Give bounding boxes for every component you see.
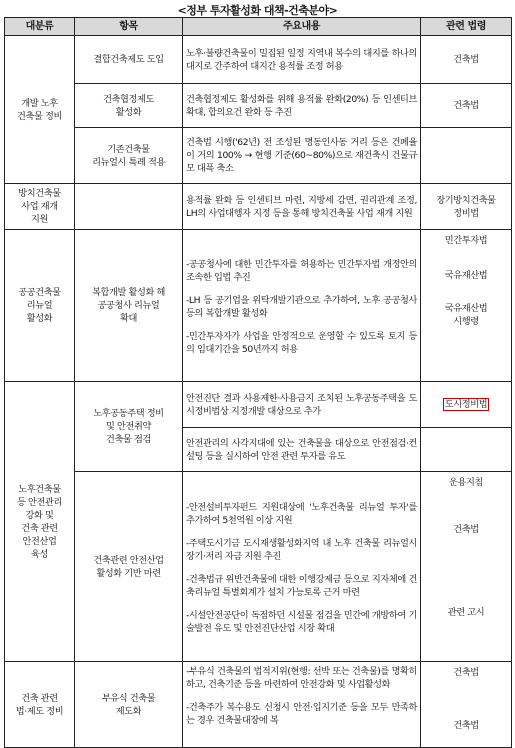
table-row [5,230,512,382]
header-item: 항목 [75,18,183,36]
category-cell: 공공건축물 리뉴얼 활성화 [5,230,75,382]
law-item: 국유재산법 [444,270,488,281]
law-cell [421,230,512,382]
law-item: 운용지침 [449,477,483,488]
table-row [5,128,512,184]
item-cell: 기존건축물 리뉴얼시 특례 적용 [75,128,183,184]
content-cell: 용적률 완화 등 인센티브 마련, 지방세 감면, 권리관계 조정, LH의 사업대행자 지정 등을 통해 방치건축물 사업 재개 지원 [183,184,421,230]
content-cell: 안전진단 결과 사용제한·사용금지 조치된 노후공동주택을 도시정비법상 지정개발 대상으로 추가 [183,382,421,428]
content-cell: 건축협정제도 활성화를 위해 용적률 완화(20%) 등 인센티브 확대, 합의요건 완화 등 추진 [183,84,421,128]
content-cell: 건축법 시행('62년) 전 조성된 명동인사동 거리 등은 건폐율이 거의 100% → 현행 기준(60~80%)으로 재건축시 건물규모 대폭 축소 [183,128,421,184]
law-item: 관련 고시 [447,607,485,618]
content-text: 노후·불량건축물이 밀집된 일정 지역내 복수의 대지를 하나의 대지로 간주하여 대지간 용적률 조정 허용 [186,47,417,72]
page-title: <정부 투자활성화 대책-건축분야> [177,4,338,17]
bullet-item: -건축주가 복수용도 신청시 안전·입지기준 등을 모두 만족하는 경우 건축물대장에 복 [186,702,417,726]
table-row [5,472,512,662]
item-cell: 건축협정제도 활성화 [75,84,183,128]
content-cell: 안전관리의 사각지대에 있는 건축물을 대상으로 안전점검·컨설팅 등을 실시하여 안전 관련 투자를 유도 [183,428,421,472]
bullet-item: -부유식 건축물의 법적지위(현행: 선박 또는 건축물)를 명확히하고, 건축기준 등을 마련하여 안전강화 및 사업활성화 [186,666,417,690]
header-category: 대분류 [5,18,75,36]
item-cell: 부유식 건축물 제도화 [75,662,183,748]
bullet-item: -건축법규 위반건축물에 대한 이행강제금 등으로 지자체에 건축리뉴얼 특별회계가 설치 가능토록 근거 마련 [186,573,417,598]
bullet-item: -시설안전공단이 독점하던 시설물 점검을 민간에 개방하여 기술발전 유도 및 안전진단산업 시장 확대 [186,609,417,634]
category-cell: 노후건축물 등 안전관리 강화 및 건축 관련 안전산업 육성 [5,382,75,662]
law-cell: 건축법 [421,84,512,128]
item-cell: 결합건축제도 도입 [75,36,183,84]
bullet-item: -주택도시기금 도시재생활성화지역 내 노후 건축물 리뉴얼시 장기·저리 자금 지원 추진 [186,537,417,562]
item-cell: 노후공동주택 정비 및 안전취약 건축물 점검 [75,382,183,472]
law-text: 도시정비법 [444,399,488,410]
law-item: 건축법 [453,667,479,678]
item-cell [75,184,183,230]
law-cell [421,428,512,472]
header-row [5,18,512,36]
law-cell: 건축법 [421,36,512,84]
table-row [5,184,512,230]
law-cell: 장기방치건축물 정비법 [421,184,512,230]
category-cell: 건축 관련 법·제도 정비 [5,662,75,748]
category-cell: 개발 노후 건축물 정비 [5,36,75,184]
bullet-item: -안전설비투자펀드 지원대상에 '노후건축물 리뉴얼 투자'를 추가하여 5천억원 이상 지원 [186,501,417,526]
item-cell: 건축관련 안전산업 활성화 기반 마련 [75,472,183,662]
category-cell: 방치건축물 사업 재개 지원 [5,184,75,230]
content-cell [183,36,421,84]
table-row [5,382,512,428]
header-content: 주요내용 [183,18,421,36]
policy-table [4,17,512,748]
law-cell [421,382,512,428]
law-cell [421,662,512,748]
item-cell: 복합개발 활성화 해 공공청사 리뉴얼 확대 [75,230,183,382]
law-item: 민간투자법 [444,235,488,246]
bullet-item: -LH 등 공기업을 위탁개발기관으로 추가하여, 노후 공공청사 등의 복합개발 활성화 [186,294,417,319]
table-row [5,36,512,84]
table-row [5,84,512,128]
law-item: 건축법 [453,720,479,731]
law-cell [421,128,512,184]
bullet-item: -공공청사에 대한 민간투자를 허용하는 민간투자법 개정안의 조속한 입법 추진 [186,258,417,283]
law-cell [421,472,512,662]
header-law: 관련 법령 [421,18,512,36]
law-item: 건축법 [453,524,479,535]
content-cell [183,472,421,662]
content-cell [183,230,421,382]
content-cell [183,662,421,748]
table-row [5,662,512,748]
law-item: 국유재산법 시행령 [444,303,488,327]
bullet-item: -민간투자자가 사업을 안정적으로 운영할 수 있도록 토지 등의 임대기간을 50년까지 허용 [186,330,417,355]
